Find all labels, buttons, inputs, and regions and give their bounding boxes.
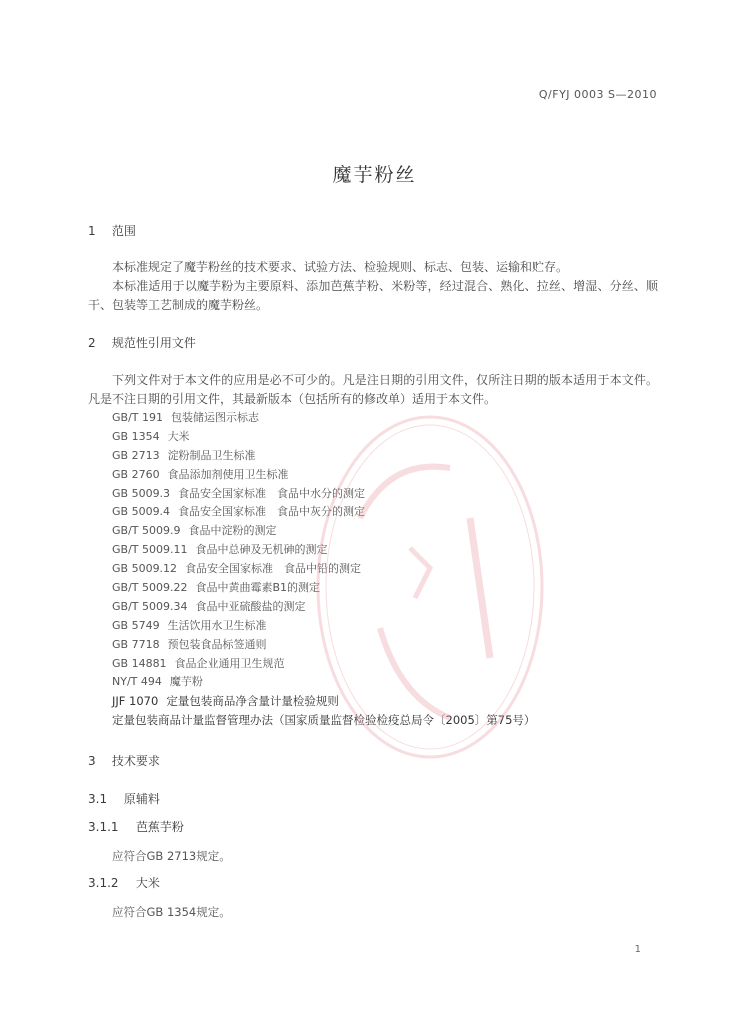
reference-item: 定量包装商品计量监督管理办法（国家质量监督检验检疫总局令〔2005〕第75号） <box>112 713 536 728</box>
reference-item: GB 7718 预包装食品标签通则 <box>112 637 267 651</box>
reference-item: GB/T 5009.22 食品中黄曲霉素B1的测定 <box>112 581 321 595</box>
reference-item: GB 14881 食品企业通用卫生规范 <box>112 656 285 670</box>
reference-item: GB 1354 大米 <box>112 429 190 443</box>
subsection-number: 3.1 <box>88 792 108 806</box>
section-2-intro: 下列文件对于本文件的应用是必不可少的。凡是注日期的引用文件，仅所注日期的版本适用于本文件。凡是不注日期的引用文件，其最新版本（包括所有的修改单）适用于本文件。 <box>88 373 658 406</box>
page-number: 1 <box>634 944 641 955</box>
section-1-paragraph-1: 本标准规定了魔芋粉丝的技术要求、试验方法、检验规则、标志、包装、运输和贮存。 <box>112 260 569 274</box>
subsection-3-1-heading <box>88 790 160 807</box>
subsection-3-1-2-heading <box>88 874 160 891</box>
reference-item: GB 5009.3 食品安全国家标准 食品中水分的测定 <box>112 486 366 500</box>
subsection-title: 芭蕉芋粉 <box>135 820 184 834</box>
approval-stamp <box>300 398 560 776</box>
subsection-title: 大米 <box>135 876 160 890</box>
section-title: 规范性引用文件 <box>111 336 196 350</box>
reference-item: GB 5749 生活饮用水卫生标准 <box>112 618 267 632</box>
section-1-heading <box>88 222 136 239</box>
section-number: 1 <box>88 224 96 238</box>
reference-item: GB/T 5009.11 食品中总砷及无机砷的测定 <box>112 543 328 557</box>
reference-item: JJF 1070 定量包装商品净含量计量检验规则 <box>112 694 339 709</box>
standard-code: Q/FYJ 0003 S—2010 <box>538 88 657 101</box>
section-number: 2 <box>88 336 96 350</box>
section-2-heading <box>88 334 196 351</box>
section-number: 3 <box>88 754 96 768</box>
reference-item: NY/T 494 魔芋粉 <box>112 675 203 689</box>
subsection-3-1-1-heading <box>88 818 184 835</box>
section-1-paragraph-2: 本标准适用于以魔芋粉为主要原料、添加芭蕉芋粉、米粉等，经过混合、熟化、拉丝、增湿、分丝、顺干、包装等工艺制成的魔芋粉丝。 <box>88 279 658 312</box>
subsection-3-1-1-text: 应符合GB 2713规定。 <box>112 849 231 863</box>
reference-item: GB/T 191 包装储运图示标志 <box>112 411 259 424</box>
document-title: 魔芋粉丝 <box>332 164 417 186</box>
reference-item: GB 5009.12 食品安全国家标准 食品中铅的测定 <box>112 562 362 576</box>
reference-item: GB/T 5009.9 食品中淀粉的测定 <box>112 524 277 538</box>
reference-item: GB 2760 食品添加剂使用卫生标准 <box>112 467 289 481</box>
subsection-number: 3.1.2 <box>88 876 119 890</box>
section-3-heading <box>88 752 160 769</box>
reference-item: GB 2713 淀粉制品卫生标准 <box>112 448 256 462</box>
subsection-title: 原辅料 <box>123 792 160 806</box>
section-title: 技术要求 <box>111 754 160 768</box>
reference-item: GB/T 5009.34 食品中亚硫酸盐的测定 <box>112 599 306 613</box>
section-title: 范围 <box>111 224 136 238</box>
reference-item: GB 5009.4 食品安全国家标准 食品中灰分的测定 <box>112 505 366 519</box>
subsection-3-1-2-text: 应符合GB 1354规定。 <box>112 905 231 919</box>
subsection-number: 3.1.1 <box>88 820 119 834</box>
